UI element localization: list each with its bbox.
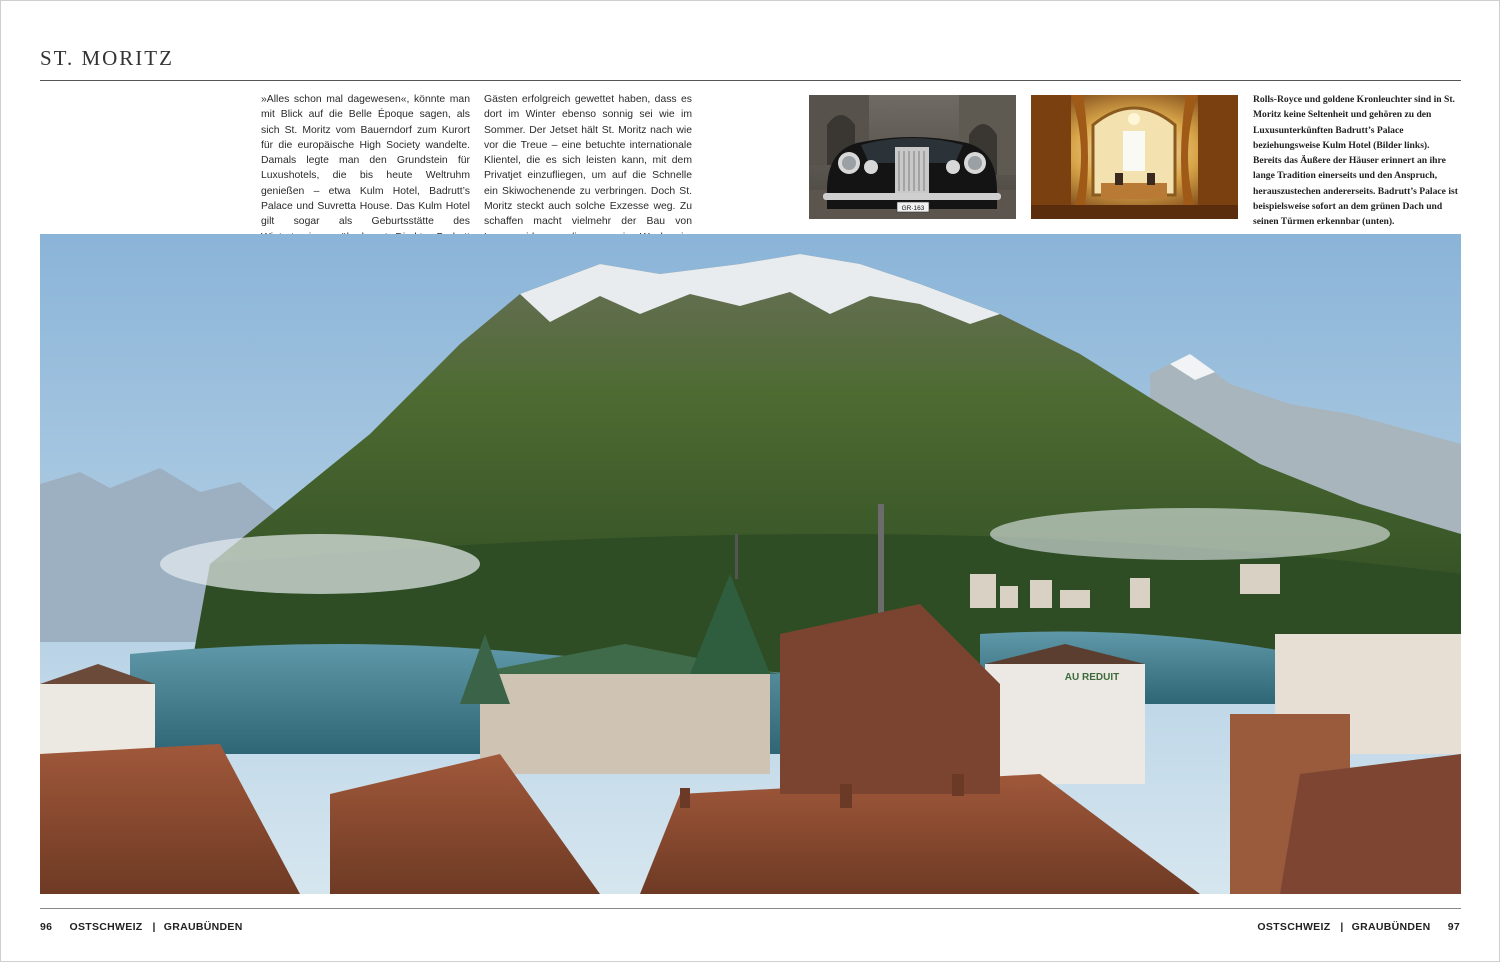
st-moritz-panorama-photo: [40, 234, 1461, 894]
body-text-column-1: »Alles schon mal dagewesen«, könnte man mit Blick auf die Belle Époque sagen, als sich St. Moritz vom Bauerndorf zum Kurort für die europäische High Society wandelte. Damals legte man den Grundstein für Luxushotels, die bis heute Weltruhm genießen – etwa Kulm Hotel, Badrutt’s Palace und Suvretta House. Das Kulm Hotel gilt sogar als Geburtsstätte des: [261, 94, 470, 228]
rolls-royce-photo: [809, 95, 1016, 219]
photo-caption: Rolls-Royce und goldene Kronleuchter sind in St. Moritz keine Seltenheit und gehören zu den Luxusunterkünften Badrutt’s Palace beziehungsweise Kulm Hotel (Bilder links). Bereits das Äußere der Häuser erinnert an ihre lange Tradition einerseits und den Anspruch, herauszustechen andererseits. Badrutt’s Palace ist beispielsweise sofort an dem grünen Dach und seinen Türmen erkennbar (unten).: [1253, 94, 1458, 228]
page-number-left: 96: [40, 921, 53, 933]
page-title: ST. MORITZ: [40, 46, 174, 70]
footer-region-left: GRAUBÜNDEN: [163, 921, 243, 933]
footer-separator-left: |: [152, 921, 156, 933]
footer-region-right: GRAUBÜNDEN: [1351, 921, 1431, 933]
footer-right: [1257, 921, 1460, 933]
header-rule: [40, 80, 1461, 81]
license-plate: GR·163: [901, 205, 925, 212]
page-number-right: 97: [1447, 921, 1460, 933]
footer-left: [40, 921, 243, 933]
footer-section-left: OSTSCHWEIZ: [69, 921, 143, 933]
footer-separator-right: |: [1340, 921, 1344, 933]
footer-rule: [40, 908, 1461, 909]
hotel-interior-photo: [1031, 95, 1238, 219]
footer-section-right: OSTSCHWEIZ: [1257, 921, 1331, 933]
hotel-facade-sign: AU REDUIT: [1064, 672, 1120, 683]
body-text-column-2: Gästen erfolgreich gewettet haben, dass es dort im Winter ebenso sonnig sei wie im Sommer. Der Jetset hält St. Moritz nach wie vor die Treue – eine betuchte internationale Klientel, die es sich leisten kann, mit dem Privatjet einzufliegen, um auf die Schnelle ein Skiwochenende zu verbringen. Doch St. Moritz steckt auch solche Exzesse weg. Zu schaffen macht vielmehr der Bau von: [484, 94, 692, 228]
